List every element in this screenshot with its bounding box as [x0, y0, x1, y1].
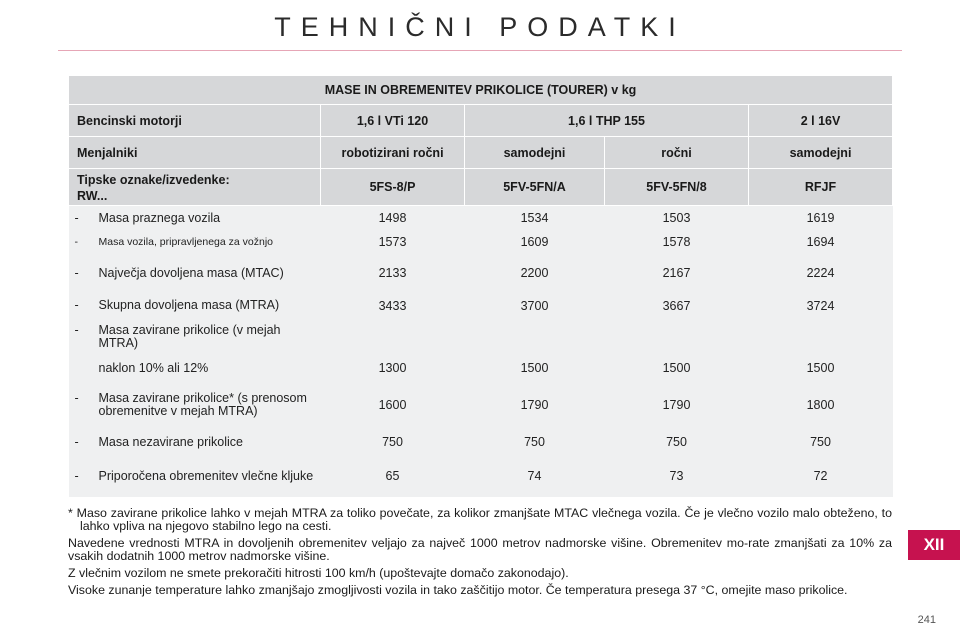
type-header: 5FV-5FN/A	[465, 169, 605, 206]
row-value: 1500	[749, 355, 893, 381]
row-label	[69, 470, 321, 483]
row-value: 1500	[605, 355, 749, 381]
row-value	[749, 319, 893, 355]
row-value: 3667	[605, 292, 749, 319]
engine-header: 2 l 16V	[749, 105, 893, 137]
note-paragraph: * Maso zavirane prikolice lahko v mejah MTRA za toliko povečate, za kolikor zmanjšate MTAC vlečnega vozila. Če je vlečno vozilo malo obteženo, to lahko vpliva na njegovo stabilno lego na cesti.	[68, 506, 892, 533]
note-paragraph: Visoke zunanje temperature lahko zmanjšajo zmogljivosti vozila in tako zaščitijo motor. Če temperatura presega 37 °C, omejite maso prikolice.	[68, 583, 848, 597]
row-label-cell	[69, 455, 321, 497]
row-value: 2224	[749, 254, 893, 292]
row-label-text: Masa praznega vozila	[98, 210, 221, 225]
table-row	[69, 254, 893, 292]
page-number: 241	[917, 614, 936, 626]
row-label-cell	[69, 230, 321, 254]
table-row	[69, 381, 893, 429]
row-bullet: -	[74, 323, 79, 337]
row-value: 3700	[465, 292, 605, 319]
row-value: 750	[465, 429, 605, 455]
section-tab: XII	[908, 530, 960, 560]
row-value: 3724	[749, 292, 893, 319]
row-value: 1573	[321, 230, 465, 254]
row-label	[69, 299, 321, 312]
row-label-text: Priporočena obremenitev vlečne kljuke	[98, 468, 314, 483]
row-label-text: Masa nezavirane prikolice	[98, 434, 244, 449]
engines-row	[69, 105, 893, 137]
type-header: 5FS-8/P	[321, 169, 465, 206]
row-label-cell	[69, 206, 321, 231]
row-value: 73	[605, 455, 749, 497]
row-value: 1503	[605, 206, 749, 231]
row-value: 1500	[465, 355, 605, 381]
row-label	[69, 212, 321, 225]
row-value	[605, 319, 749, 355]
row-value: 2200	[465, 254, 605, 292]
table-row	[69, 429, 893, 455]
row-label	[69, 267, 321, 280]
table-row	[69, 292, 893, 319]
row-value: 1600	[321, 381, 465, 429]
gearbox-header: ročni	[605, 137, 749, 169]
table-title: MASE IN OBREMENITEV PRIKOLICE (TOURER) v kg	[69, 76, 893, 105]
row-label	[69, 362, 321, 375]
row-bullet: -	[74, 391, 79, 405]
types-label	[69, 169, 321, 206]
row-bullet: -	[74, 210, 79, 225]
note-paragraph: Navedene vrednosti MTRA in dovoljenih obremenitev veljajo za največ 1000 metrov nadmorske višine. Obremenitev mo-rate zmanjšati za 10% za vsakih dodatnih 1000 metrov nadmorske višine.	[68, 536, 892, 563]
row-label-cell	[69, 355, 321, 381]
table-row	[69, 319, 893, 355]
row-value: 750	[605, 429, 749, 455]
row-bullet: -	[74, 434, 79, 449]
row-label-text: naklon 10% ali 12%	[98, 360, 209, 375]
row-label	[69, 436, 321, 449]
types-row	[69, 169, 893, 206]
row-value: 2167	[605, 254, 749, 292]
row-label-text: Masa zavirane prikolice (v mejah MTRA)	[98, 323, 281, 350]
row-label-cell	[69, 292, 321, 319]
row-value	[321, 319, 465, 355]
title-divider	[58, 50, 902, 51]
row-label-cell	[69, 381, 321, 429]
table-body	[69, 206, 893, 498]
row-label-cell	[69, 319, 321, 355]
row-value: 750	[749, 429, 893, 455]
gearbox-header: samodejni	[465, 137, 605, 169]
row-value: 74	[465, 455, 605, 497]
row-label-text: Največja dovoljena masa (MTAC)	[98, 265, 284, 280]
gearbox-header: samodejni	[749, 137, 893, 169]
table-row	[69, 355, 893, 381]
row-value: 1498	[321, 206, 465, 231]
row-value: 1790	[465, 381, 605, 429]
row-value: 750	[321, 429, 465, 455]
row-label-text: Skupna dovoljena masa (MTRA)	[98, 298, 280, 312]
row-label	[69, 236, 321, 249]
row-value: 1609	[465, 230, 605, 254]
gearbox-label: Menjalniki	[69, 137, 321, 169]
row-bullet: -	[74, 298, 79, 312]
row-label-text: Masa vozila, pripravljenega za vožnjo	[98, 235, 274, 248]
row-label-text: Masa zavirane prikolice* (s prenosom obremenitve v mejah MTRA)	[98, 391, 307, 418]
gearbox-row	[69, 137, 893, 169]
row-label-cell	[69, 429, 321, 455]
gearbox-header: robotizirani ročni	[321, 137, 465, 169]
row-bullet: -	[74, 265, 79, 280]
row-bullet: -	[74, 235, 78, 248]
page-title: TEHNIČNI PODATKI	[274, 12, 686, 42]
table-title-row	[69, 76, 893, 105]
types-label-line2: RW...	[77, 189, 108, 203]
row-bullet: -	[74, 468, 79, 483]
row-value: 72	[749, 455, 893, 497]
table-row	[69, 455, 893, 497]
row-value: 1300	[321, 355, 465, 381]
weights-table	[68, 75, 893, 497]
row-label	[69, 392, 321, 418]
types-label-line1: Tipske oznake/izvedenke:	[77, 173, 230, 187]
engines-label: Bencinski motorji	[69, 105, 321, 137]
row-value: 1619	[749, 206, 893, 231]
type-header: RFJF	[749, 169, 893, 206]
row-value: 1694	[749, 230, 893, 254]
table-row	[69, 230, 893, 254]
engine-header: 1,6 l THP 155	[465, 105, 749, 137]
engine-header: 1,6 l VTi 120	[321, 105, 465, 137]
row-value: 65	[321, 455, 465, 497]
row-value: 1800	[749, 381, 893, 429]
row-value	[465, 319, 605, 355]
row-label	[69, 324, 321, 350]
row-value: 1790	[605, 381, 749, 429]
note-paragraph: Z vlečnim vozilom ne smete prekoračiti hitrosti 100 km/h (upoštevajte domačo zakonodajo).	[68, 566, 569, 580]
notes	[68, 507, 892, 601]
row-value: 2133	[321, 254, 465, 292]
row-value: 1534	[465, 206, 605, 231]
row-label-cell	[69, 254, 321, 292]
row-value: 1578	[605, 230, 749, 254]
type-header: 5FV-5FN/8	[605, 169, 749, 206]
table-row	[69, 206, 893, 231]
row-value: 3433	[321, 292, 465, 319]
